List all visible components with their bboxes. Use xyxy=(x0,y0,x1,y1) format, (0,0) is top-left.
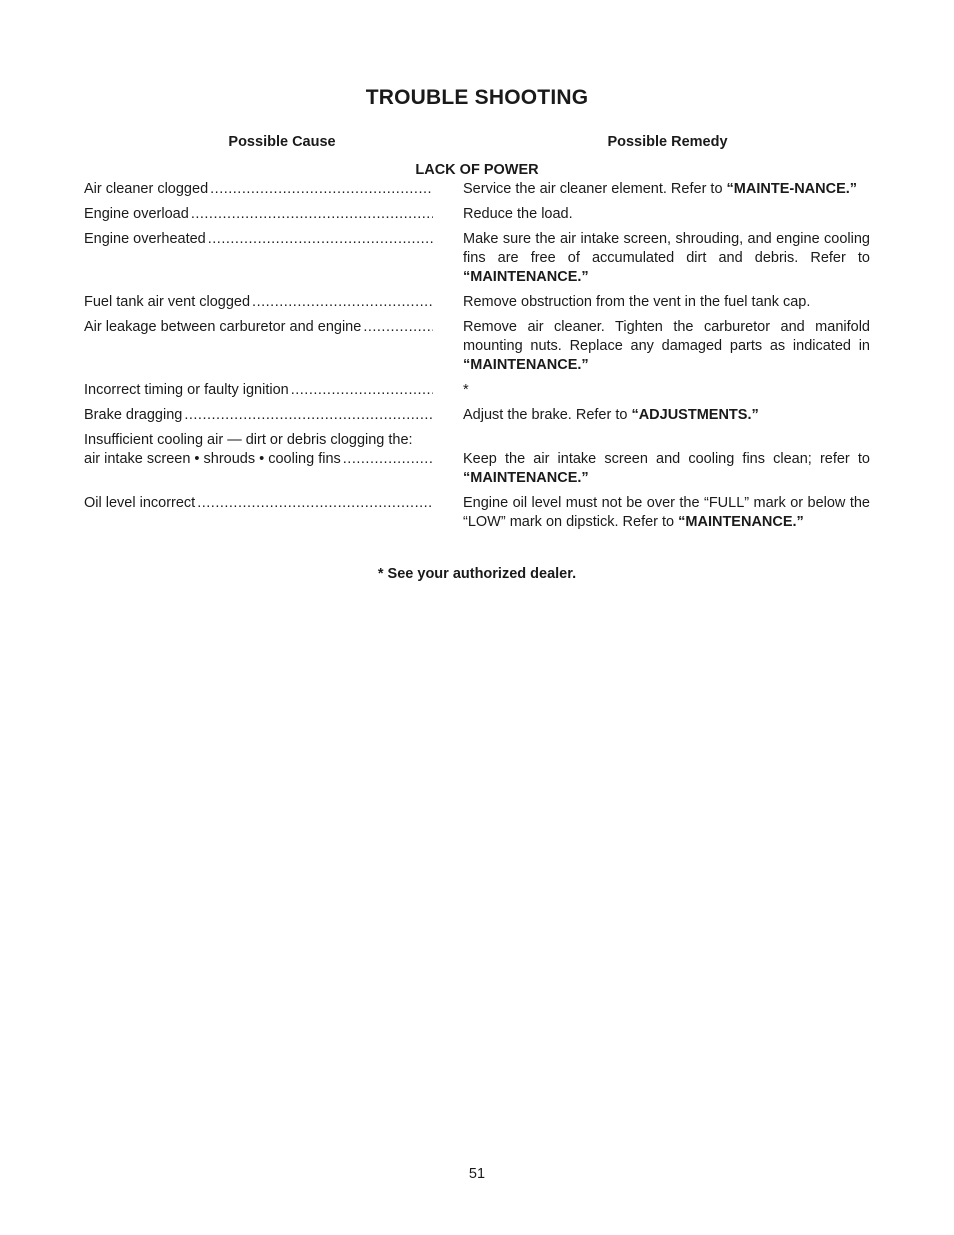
cause-line xyxy=(84,450,433,469)
dot-leader xyxy=(291,381,433,400)
section-heading: LACK OF POWER xyxy=(415,162,539,178)
remedy-cell xyxy=(463,293,870,312)
cause-text: Air leakage between carburetor and engine xyxy=(84,319,362,335)
cause-cell xyxy=(84,406,433,425)
page-number: 51 xyxy=(468,1166,486,1182)
remedy-cell xyxy=(463,205,870,224)
remedy-text: Service the air cleaner element. Refer to xyxy=(463,181,727,197)
remedy-reference: “MAINTENANCE.” xyxy=(463,357,589,373)
cause-line xyxy=(84,381,433,400)
cause-line xyxy=(84,205,433,224)
remedy-text: Remove obstruction from the vent in the fuel tank cap. xyxy=(463,294,811,310)
remedy-cell xyxy=(463,494,870,532)
cause-text: Engine overheated xyxy=(84,231,206,247)
cause-line xyxy=(84,494,433,513)
remedy-reference: “MAINTENANCE.” xyxy=(678,514,804,530)
cause-text: Incorrect timing or faulty ignition xyxy=(84,382,289,398)
cause-line xyxy=(84,230,433,249)
cause-cell xyxy=(84,293,433,312)
remedy-cell xyxy=(463,381,870,400)
cause-cell xyxy=(84,230,433,287)
troubleshooting-table xyxy=(84,180,870,538)
table-row xyxy=(84,318,870,375)
remedy-text: Engine oil level must not be over the “FULL” mark or below the “LOW” mark on dipstick. Refer to xyxy=(463,495,870,530)
remedy-text: Reduce the load. xyxy=(463,206,573,222)
remedy-reference: “MAINTE-NANCE.” xyxy=(726,181,858,197)
remedy-cell xyxy=(463,230,870,287)
dot-leader xyxy=(197,494,433,513)
table-row xyxy=(84,180,870,199)
cause-line xyxy=(84,318,433,337)
remedy-reference: “MAINTENANCE.” xyxy=(463,470,589,486)
remedy-text: Make sure the air intake screen, shrouding, and engine cooling fins are free of accumulated dirt and debris. Refer to xyxy=(463,231,870,266)
possible-remedy-header: Possible Remedy xyxy=(607,134,728,150)
cause-line xyxy=(84,406,433,425)
remedy-text: Remove air cleaner. Tighten the carburetor and manifold mounting nuts. Replace any damaged parts as indicated in xyxy=(463,319,870,354)
cause-cell xyxy=(84,205,433,224)
remedy-cell xyxy=(463,406,870,425)
cause-text: air intake screen • shrouds • cooling fins xyxy=(84,451,341,467)
dot-leader xyxy=(343,450,433,469)
cause-text: Engine overload xyxy=(84,206,189,222)
cause-cell xyxy=(84,318,433,375)
remedy-cell xyxy=(463,318,870,375)
table-row xyxy=(84,381,870,400)
table-row xyxy=(84,293,870,312)
table-row xyxy=(84,494,870,532)
remedy-text: Adjust the brake. Refer to xyxy=(463,407,632,423)
dot-leader xyxy=(363,318,433,337)
cause-text: Air cleaner clogged xyxy=(84,181,209,197)
remedy-cell xyxy=(463,180,870,199)
footnote: * See your authorized dealer. xyxy=(377,566,577,582)
table-row xyxy=(84,431,870,488)
remedy-reference: “MAINTENANCE.” xyxy=(463,269,589,285)
cause-text: Insufficient cooling air — dirt or debris clogging the: xyxy=(84,432,413,448)
table-row xyxy=(84,406,870,425)
table-row xyxy=(84,205,870,224)
cause-text: Brake dragging xyxy=(84,407,183,423)
dot-leader xyxy=(191,205,433,224)
cause-line xyxy=(84,180,433,199)
dot-leader xyxy=(208,230,433,249)
cause-cell xyxy=(84,431,433,488)
cause-text: Oil level incorrect xyxy=(84,495,196,511)
possible-cause-header: Possible Cause xyxy=(228,134,336,150)
cause-line xyxy=(84,293,433,312)
remedy-reference: “ADJUSTMENTS.” xyxy=(631,407,759,423)
cause-cell xyxy=(84,381,433,400)
cause-text: Fuel tank air vent clogged xyxy=(84,294,251,310)
cause-cell xyxy=(84,494,433,532)
dot-leader xyxy=(210,180,433,199)
dot-leader xyxy=(252,293,433,312)
remedy-text: * xyxy=(463,382,469,398)
page-title: TROUBLE SHOOTING xyxy=(365,86,589,109)
table-row xyxy=(84,230,870,287)
dot-leader xyxy=(184,406,433,425)
cause-cell xyxy=(84,180,433,199)
remedy-cell xyxy=(463,431,870,488)
remedy-text: Keep the air intake screen and cooling fins clean; refer to xyxy=(463,451,870,467)
cause-line xyxy=(84,431,433,450)
